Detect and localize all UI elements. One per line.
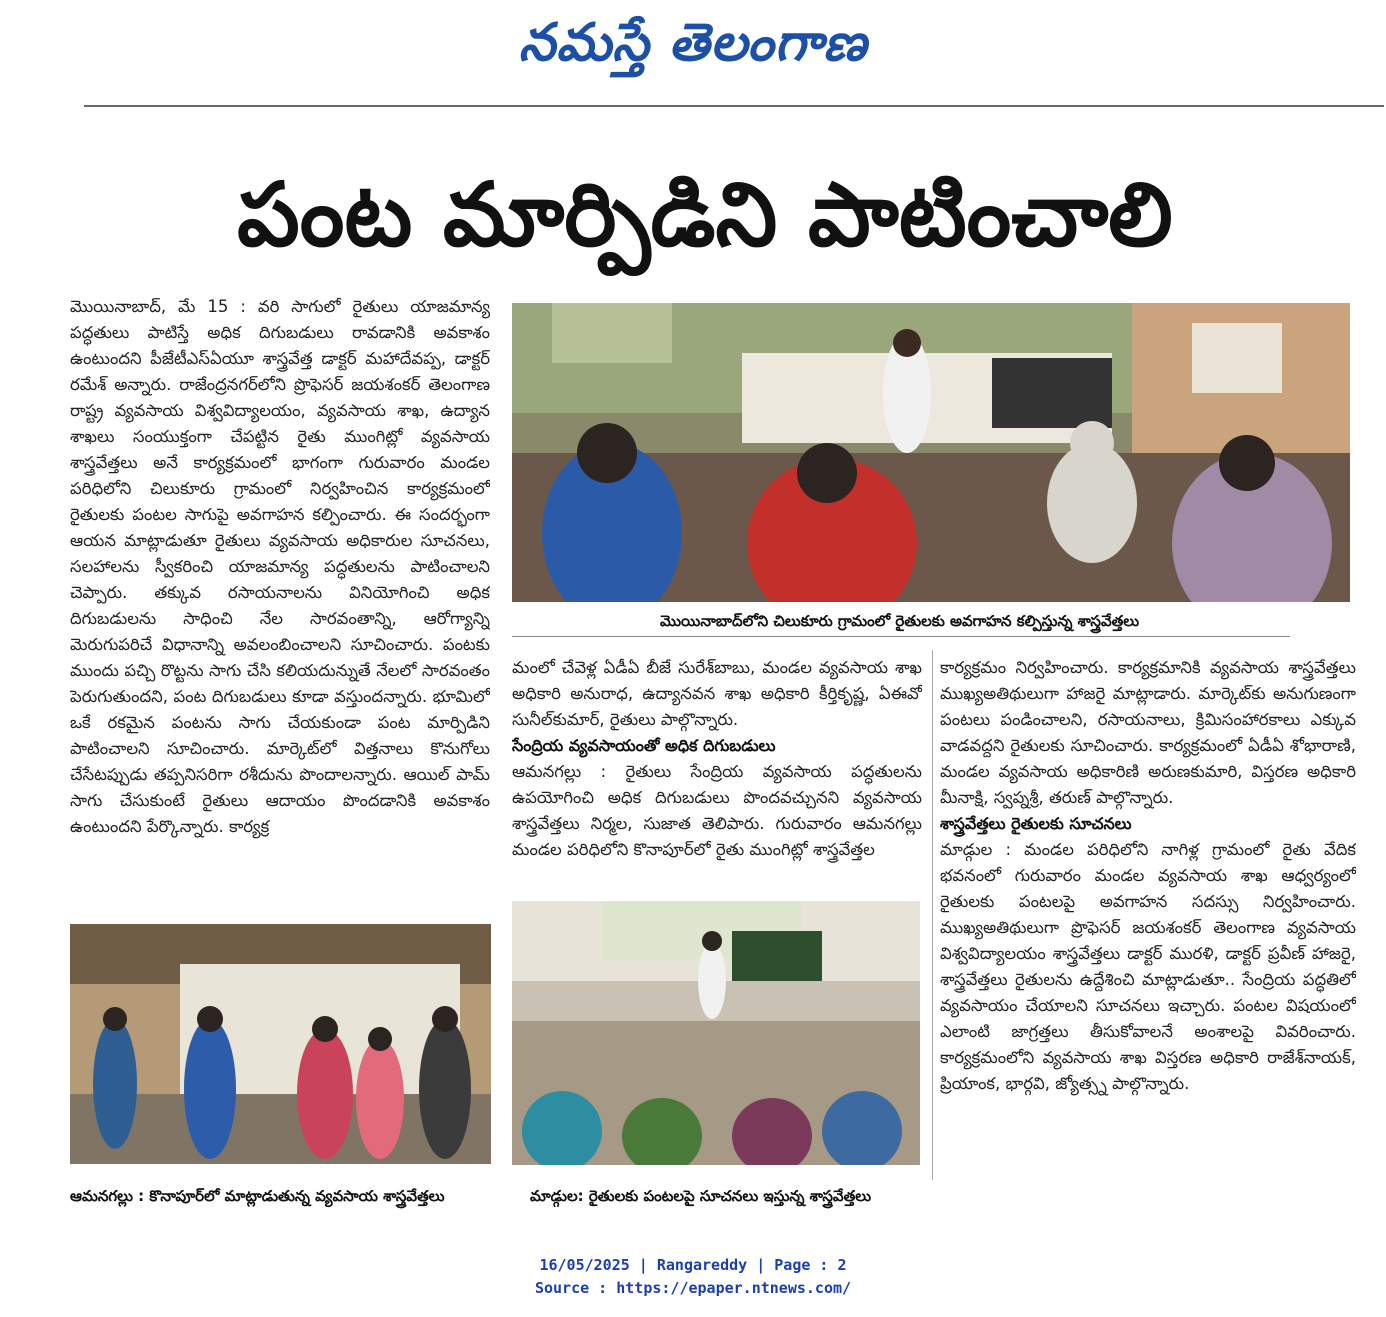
caption-left-photo: ఆమనగల్లు : కొనాపూర్‌లో మాట్లాడుతున్న వ్యవసాయ శాస్త్రవేత్తలు	[70, 1187, 445, 1205]
column-2-text-b: ఆమనగల్లు : రైతులు సేంద్రియ వ్యవసాయ పద్ధతులను ఉపయోగించి అధిక దిగుబడులు పొందవచ్చునని వ్యవసాయ శాస్త్రవేత్తలు నిర్మల, సుజాత తెలిపారు. గురువారం ఆమనగల్లు మండల పరిధిలోని కొనాపూర్‌లో రైతు ముంగిట్లో శాస్త్రవేత్తల	[512, 762, 922, 859]
column-2-subhead: సేంద్రియ వ్యవసాయంతో అధిక దిగుబడులు	[512, 736, 776, 755]
column-1-text: మొయినాబాద్, మే 15 : వరి సాగులో రైతులు యాజమాన్య పద్ధతులు పాటిస్తే అధిక దిగుబడులు రావడానికి అవకాశం ఉంటుందని పీజేటీఎస్ఏయూ శాస్త్రవేత్త డాక్టర్ మహాదేవప్ప, డాక్టర్ రమేశ్ అన్నారు. రాజేంద్రనగర్‌లోని ప్రొఫెసర్ జయశంకర్ తెలంగాణ రాష్ట్ర వ్యవసాయ విశ్వవిద్యాలయం, వ్యవసాయ శాఖ, ఉద్యాన శాఖలు సంయుక్తంగా చేపట్టిన రైతు ముంగిట్లో వ్యవసాయ శాస్త్రవేత్తలు అనే కార్యక్రమంలో భాగంగా గురువారం మండల పరిధిలోని చిలుకూరు గ్రామంలో నిర్వహించిన కార్యక్రమంలో రైతులకు పంటల సాగుపై అవగాహన కల్పించారు. ఈ సందర్భంగా ఆయన మాట్లాడుతూ రైతులు వ్యవసాయ అధికారుల సూచనలు, సలహాలను స్వీకరించి యాజమాన్య పద్ధతులను పాటించాలని చెప్పారు. తక్కువ రసాయనాలను వినియోగించి అధిక దిగుబడులను సాధించి నేల సారవంతాన్ని, ఆరోగ్యాన్ని మెరుగుపరిచే విధానాన్ని అవలంబించాలని సూచించారు. పంటకు ముందు పచ్చి రొట్టను సాగు చేసి కలియదున్నుతే నేలలో సారవంతం పెరుగుతుందని, పంట దిగుబడులు కూడా వస్తుందన్నారు. భూమిలో ఒకే రకమైన పంటను సాగు చేయకుండా పంట మార్పిడిని పాటించాలని సూచించారు. మార్కెట్‌లో విత్తనాలు కొనుగోలు చేసేటప్పుడు తప్పనిసరిగా రశీదును పొందాలన్నారు. ఆయిల్ పామ్ సాగు చేసుకుంటే రైతులు ఆదాయం పొందడానికి అవకాశం ఉంటుందని పేర్కొన్నారు. కార్యక్ర	[70, 297, 490, 836]
column-2-text-a: మంలో చేవెళ్ల ఏడీఏ బీజే సురేశ్‌బాబు, మండల వ్యవసాయ శాఖ అధికారి అనురాధ, ఉద్యానవన శాఖ అధికారి కీర్తికృష్ణ, ఏఈవో సునీల్‌కుమార్, రైతులు పాల్గొన్నారు.	[512, 658, 922, 729]
footer-source-line: Source : https://epaper.ntnews.com/	[534, 1279, 852, 1297]
article-column-2	[512, 655, 922, 883]
caption-main-photo: మొయినాబాద్‌లోని చిలుకూరు గ్రామంలో రైతులకు అవగాహన కల్పిస్తున్న శాస్త్రవేత్తలు	[660, 612, 1140, 630]
column-3-text-b: మాడ్గుల : మండల పరిధిలోని నాగిళ్ల గ్రామంలో రైతు వేదిక భవనంలో గురువారం మండల వ్యవసాయ శాఖ ఆధ్వర్యంలో రైతులకు పంటలపై అవగాహన సదస్సు నిర్వహించారు. ముఖ్యఅతిథులుగా ప్రొఫెసర్ జయశంకర్ తెలంగాణ వ్యవసాయ విశ్వవిద్యాలయం శాస్త్రవేత్తలు డాక్టర్ మురళి, డాక్టర్ ప్రవీణ్ హాజరై, శాస్త్రవేత్తలు రైతులను ఉద్దేశించి మాట్లాడుతూ.. సేంద్రియ పద్ధతిలో వ్యవసాయం చేయాలని సూచనలు ఇచ్చారు. పంటల విషయంలో ఎలాంటి జాగ్రత్తలు తీసుకోవాలనే అంశాలపై వివరించారు. కార్యక్రమంలోని వ్యవసాయ శాఖ విస్తరణ అధికారి రాజేశ్‌నాయక్, ప్రియాంక, భార్గవి, జ్యోత్స్న పాల్గొన్నారు.	[940, 840, 1356, 1093]
photo-konapur-speakers	[70, 924, 491, 1164]
column-divider	[932, 650, 933, 1180]
photo-meeting-chilukuru	[512, 303, 1350, 602]
footer-date-line: 16/05/2025 | Rangareddy | Page : 2	[539, 1256, 847, 1274]
top-divider	[84, 105, 1384, 107]
article-headline: పంట మార్పిడిని పాటించాలి	[237, 163, 1173, 266]
column-3-subhead: శాస్త్రవేత్తలు రైతులకు సూచనలు	[940, 814, 1132, 833]
photo-madgula-audience	[512, 901, 920, 1165]
article-column-1	[70, 294, 490, 910]
masthead-logo: నమస్తే తెలంగాణ	[518, 12, 868, 73]
caption-divider	[512, 636, 1290, 637]
caption-mid-photo: మాడ్గుల: రైతులకు పంటలపై సూచనలు ఇస్తున్న శాస్త్రవేత్తలు	[530, 1187, 872, 1205]
article-column-3	[940, 655, 1356, 1185]
column-3-text-a: కార్యక్రమం నిర్వహించారు. కార్యక్రమానికి వ్యవసాయ శాస్త్రవేత్తలు ముఖ్యఅతిథులుగా హాజరై మాట్లాడారు. మార్కెట్‌కు అనుగుణంగా పంటలు పండించాలని, రసాయనాలు, క్రిమిసంహారకాలు ఎక్కువ వాడవద్దని రైతులకు సూచించారు. కార్యక్రమంలో ఏడీఏ శోభారాణి, మండల వ్యవసాయ అధికారిణి అరుణకుమారి, విస్తరణ అధికారి మీనాక్షి, స్వప్నశ్రీ, తరుణ్ పాల్గొన్నారు.	[940, 658, 1356, 807]
